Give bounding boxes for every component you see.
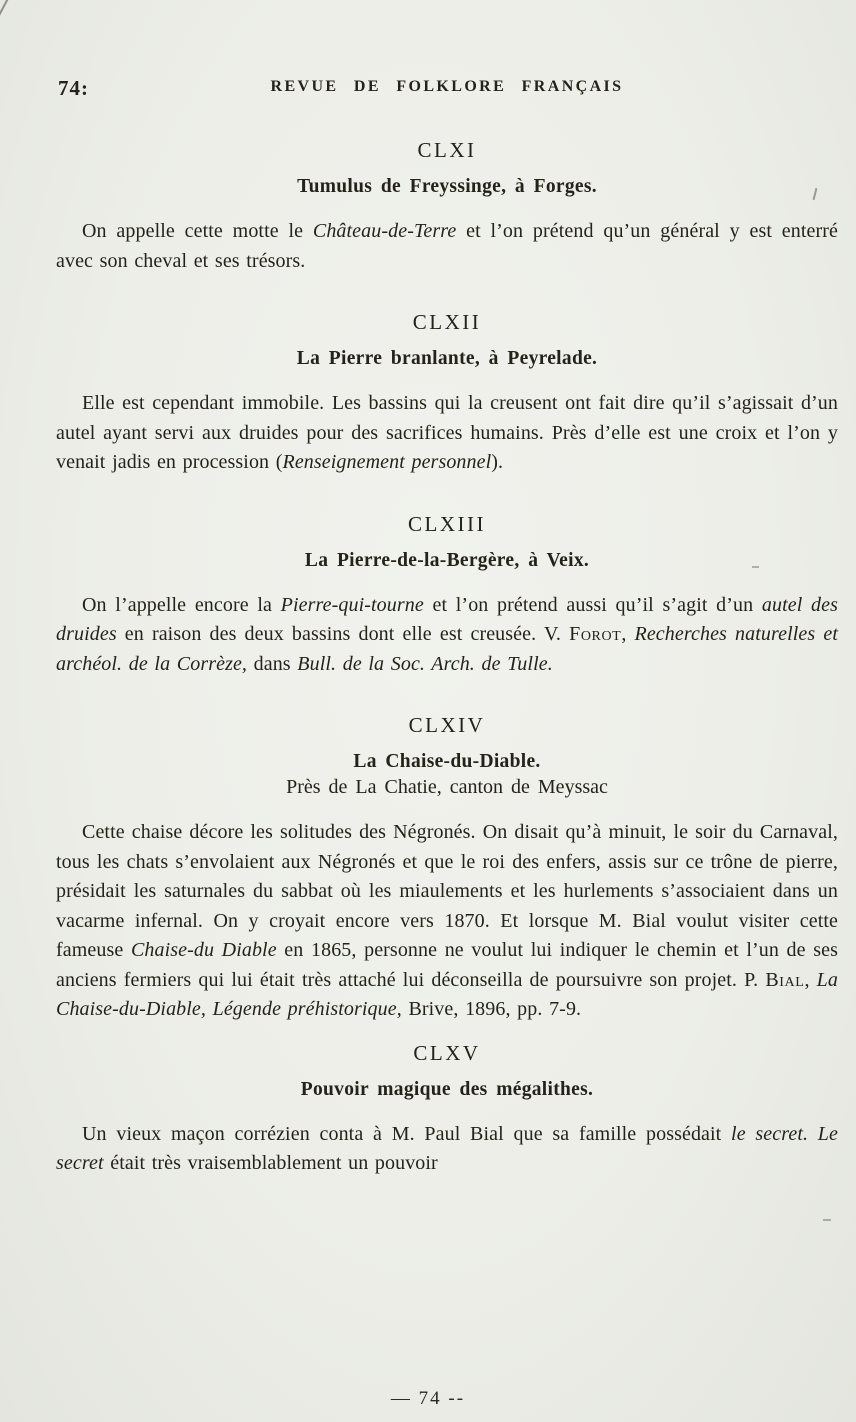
text-run: et l’on prétend aussi qu’il s’agit d’un [423,593,762,616]
text-run-italic: Renseignement personnel [282,451,492,473]
section-clxiii [56,512,838,680]
section-title: Tumulus de Freyssinge, à Forges. [297,176,597,197]
text-run-italic: Bull. de la Soc. Arch. de Tulle. [297,652,553,675]
section-title: Pouvoir magique des mégalithes. [300,1078,594,1100]
section-number: CLXI [417,138,477,162]
text-run-smallcaps: Bial [765,968,805,991]
text-run: On appelle cette motte le [82,220,313,242]
text-run: , [621,623,635,645]
text-run-italic: le secret. Le secret [56,1122,839,1174]
section-clxiv [56,713,838,1025]
text-run-italic: Pierre-qui-tourne [280,593,424,616]
text-run: Un vieux maçon corrézien conta à M. Paul Bial que sa famille possédait [82,1122,732,1145]
page-number-top: 74: [58,76,89,100]
text-run: et l’on prétend qu’un général y est enterré avec son cheval et ses trésors. [56,220,838,272]
text-run: ). [491,451,504,473]
section-clxi [56,138,838,276]
section-title: La Pierre-de-la-Bergère, à Veix. [304,549,590,571]
text-run-italic: Château-de-Terre [312,220,457,242]
section-number: CLXIII [408,511,486,536]
text-run: , [804,968,817,991]
running-title: REVUE DE FOLKLORE FRANÇAIS [270,78,624,95]
text-run-italic: La Chaise-du-Diable, Légende préhistorique [56,968,838,1020]
scan-artifact [752,566,759,568]
paragraph [56,1120,838,1179]
text-run: en raison des deux bassins dont elle est creusée. V. [116,623,570,645]
text-run: Elle est cependant immobile. Les bassins qui la creusent ont fait dire qu’il s’agissait d’un autel ayant servi aux druides pour des sacrifices humains. Près d’elle est une croix et l’on y venait jadis en procession ( [56,392,838,473]
text-run-italic: autel des druides [56,593,838,645]
paragraph [56,591,838,680]
text-run: dans [247,652,298,675]
section-title: La Chaise-du-Diable. [353,751,541,772]
section-title: La Pierre branlante, à Peyrelade. [296,348,598,369]
paragraph [56,818,838,1025]
text-run: Cette chaise décore les solitudes des Négronés. On disait qu’à minuit, le soir du Carnaval, tous les chats s’envolaient aux Négronés et que le roi des enfers, assis sur ce trône de pierre, présidait les saturnales du sabbat où les miaulements et les hurlements s’associaient dans un vacarme infernal. On y croyait encore vers 1870. Et lorsque M. Bial voulut visiter cette fameuse [56,821,838,961]
scan-artifact [823,1219,831,1221]
text-run-italic: Chaise-du Diable [130,939,277,961]
section-clxii [56,310,838,478]
page-header [56,78,838,104]
section-number: CLXII [412,310,482,334]
section-subtitle: Près de La Chatie, canton de Meyssac [286,776,608,798]
text-run: était très vraisemblablement un pouvoir [103,1152,438,1174]
text-run: , Brive, 1896, pp. 7-9. [396,998,582,1020]
scan-artifact [0,0,10,16]
text-run-italic: Recherches naturelles et archéol. de la Corrèze, [56,623,838,675]
paragraph [56,389,838,478]
section-number: CLXV [413,1040,481,1065]
section-number: CLXIV [408,713,486,737]
text-run: On l’appelle encore la [82,593,281,616]
text-run: en 1865, personne ne voulut lui indiquer le chemin et l’un de ses anciens fermiers qui lui était très attaché lui déconseilla de poursuivre son projet. P. [56,939,838,991]
text-run-smallcaps: Forot [569,623,622,645]
paragraph [56,217,838,276]
page-footer: — 74 -- [390,1388,466,1409]
section-clxv [56,1041,838,1179]
